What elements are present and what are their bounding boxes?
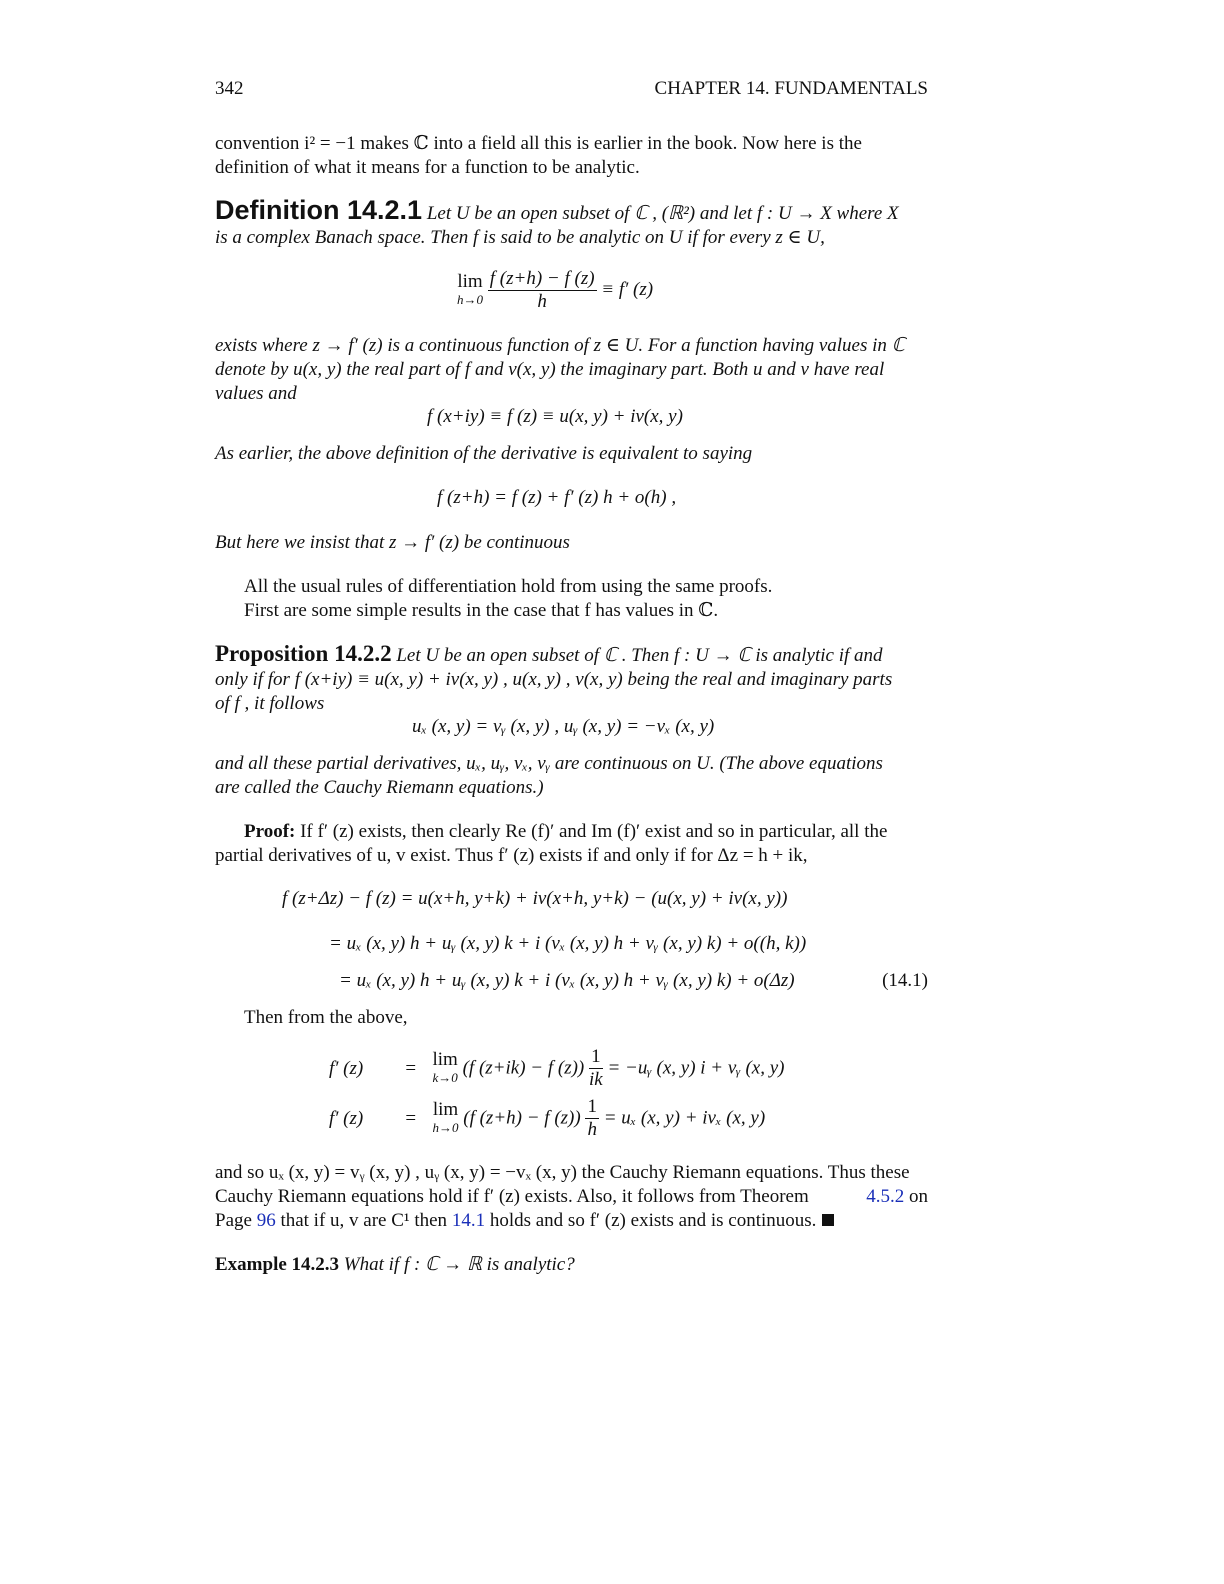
derivative-k-equation: f′ (z) = lim k→0 (f (z+ik) − f (z)) $\frac{1}{ik}$ = −uᵧ (x, y) i + vᵧ (x, y) [329, 1046, 785, 1090]
example-block [215, 1253, 575, 1277]
definition-limit-equation [457, 268, 653, 313]
qed-square-icon [822, 1214, 834, 1226]
reciprocal-fraction: $\frac{1}{h}$ [587, 1096, 597, 1140]
real-imag-equation: f (x+iy) ≡ f (z) ≡ u(x, y) + iv(x, y) [427, 406, 683, 427]
proposition-line: of f , it follows [215, 693, 325, 714]
cauchy-riemann-equation: uₓ (x, y) = vᵧ (x, y) , uᵧ (x, y) = −vₓ (x, y) [412, 716, 715, 737]
proof-text: Cauchy Riemann equations hold if f′ (z) exists. Also, it follows from Theorem [215, 1186, 809, 1207]
example-label: Example 14.2.3 [215, 1254, 340, 1275]
proof-line [215, 1209, 928, 1233]
as-earlier-text: As earlier, the above definition of the derivative is equivalent to saying [215, 443, 753, 464]
definition-line: exists where z → f′ (z) is a continuous function of z ∈ U. For a function having values in ℂ [215, 335, 905, 356]
proof-line: and so uₓ (x, y) = vᵧ (x, y) , uᵧ (x, y) = −vₓ (x, y) the Cauchy Riemann equations. Thus these [215, 1162, 910, 1183]
limit-operator: lim h→0 [432, 1098, 459, 1135]
intro-line: convention i² = −1 makes ℂ into a field all this is earlier in the book. Now here is the [215, 133, 862, 154]
proof-text: on [909, 1186, 928, 1207]
theorem-link[interactable]: 4.5.2 [866, 1186, 905, 1207]
definition-line: denote by u(x, y) the real part of f and v(x, y) the imaginary part. Both u and v have real [215, 359, 885, 380]
definition-line: is a complex Banach space. Then f is said to be analytic on U if for every z ∈ U, [215, 227, 825, 248]
equation-link[interactable]: 14.1 [451, 1210, 486, 1231]
proof-text: that if u, v are C¹ then [280, 1210, 448, 1231]
rules-paragraph [244, 575, 772, 623]
rules-line: All the usual rules of differentiation hold from using the same proofs. [244, 576, 773, 597]
little-o-equation: f (z+h) = f (z) + f′ (z) h + o(h) , [437, 487, 677, 508]
continuity-text: But here we insist that z → f′ (z) be continuous [215, 532, 570, 553]
limit-operator: lim h→0 [457, 270, 483, 307]
definition-label: Definition 14.2.1 [215, 195, 423, 225]
proof-line: If f′ (z) exists, then clearly Re (f)′ and Im (f)′ exist and so in particular, all the [300, 821, 888, 842]
proposition-line: Let U be an open subset of ℂ . Then f : U → ℂ is analytic if and [396, 645, 883, 666]
difference-quotient: $\frac{f (z+h) - f (z)}{h}$ [489, 268, 595, 312]
proposition-line: only if for f (x+iy) ≡ u(x, y) + iv(x, y) , u(x, y) , v(x, y) being the real and imaginary parts [215, 669, 893, 690]
proposition-line: and all these partial derivatives, uₓ, uᵧ, vₓ, vᵧ are continuous on U. (The above equations [215, 753, 883, 774]
page-link[interactable]: 96 [256, 1210, 276, 1231]
proof-conclusion [215, 1161, 928, 1233]
chapter-title: CHAPTER 14. FUNDAMENTALS [654, 78, 928, 99]
then-text: Then from the above, [244, 1007, 408, 1028]
limit-operator: lim k→0 [432, 1048, 458, 1085]
equation-number: (14.1) [882, 970, 928, 991]
proposition-block [215, 642, 928, 716]
proof-text: Page [215, 1210, 252, 1231]
reciprocal-fraction: $\frac{1}{ik}$ [589, 1046, 603, 1090]
definition-line: Let U be an open subset of ℂ , (ℝ²) and let f : U → X where X [426, 203, 899, 224]
intro-paragraph [215, 132, 928, 180]
definition-block [215, 195, 928, 250]
proof-line: partial derivatives of u, v exist. Thus f′ (z) exists if and only if for Δz = h + ik, [215, 845, 808, 866]
derivative-rhs: ≡ f′ (z) [601, 278, 654, 300]
example-text: What if f : ℂ → ℝ is analytic? [343, 1254, 575, 1275]
running-header [215, 78, 928, 100]
proof-text: holds and so f′ (z) exists and is continuous. [489, 1210, 817, 1231]
proposition-label: Proposition 14.2.2 [215, 641, 392, 666]
proof-label: Proof: [244, 821, 296, 842]
proof-block [215, 820, 928, 868]
intro-line: definition of what it means for a function to be analytic. [215, 157, 640, 178]
proposition-continuation [215, 752, 928, 800]
definition-continuation [215, 334, 928, 406]
derivative-h-equation: f′ (z) = lim h→0 (f (z+h) − f (z)) $\frac{1}{h}$ = uₓ (x, y) + ivₓ (x, y) [329, 1096, 766, 1140]
proposition-line: are called the Cauchy Riemann equations.) [215, 777, 544, 798]
page-number: 342 [215, 78, 244, 99]
expansion-equation-line2: = uₓ (x, y) h + uᵧ (x, y) k + i (vₓ (x, y) h + vᵧ (x, y) k) + o((h, k)) [329, 933, 807, 954]
expansion-equation-line1: f (z+Δz) − f (z) = u(x+h, y+k) + iv(x+h, y+k) − (u(x, y) + iv(x, y)) [282, 888, 788, 909]
expansion-equation-line3: = uₓ (x, y) h + uᵧ (x, y) k + i (vₓ (x, y) h + vᵧ (x, y) k) + o(Δz) [339, 970, 795, 991]
definition-line: values and [215, 383, 297, 404]
proof-line [215, 1185, 928, 1209]
rules-line: First are some simple results in the case that f has values in ℂ. [244, 600, 719, 621]
